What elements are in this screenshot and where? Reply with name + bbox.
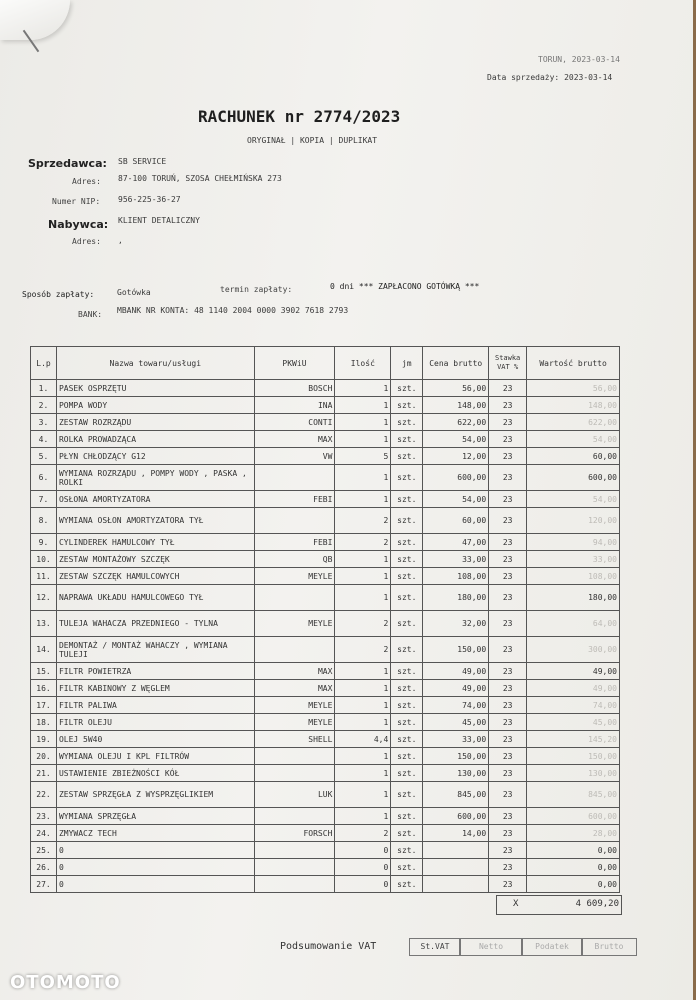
row-unit: szt.: [391, 465, 423, 491]
row-value: 180,00: [527, 585, 620, 611]
table-row: [31, 714, 620, 731]
row-pkwiu: BOSCH: [254, 380, 335, 397]
row-vat: 23: [489, 714, 527, 731]
row-lp: 15.: [31, 663, 57, 680]
row-lp: 27.: [31, 876, 57, 893]
row-pkwiu: MEYLE: [254, 697, 335, 714]
sale-date: 2023-03-14: [564, 73, 613, 82]
row-vat: 23: [489, 842, 527, 859]
buyer-address: ,: [118, 236, 123, 245]
table-row: [31, 380, 620, 397]
row-qty: 0: [335, 876, 391, 893]
row-name: ZESTAW SPRZĘGŁA Z WYSPRZĘGLIKIEM: [56, 782, 254, 808]
row-name: FILTR OLEJU: [56, 714, 254, 731]
header-lp: L.p: [31, 347, 57, 380]
row-name: TULEJA WAHACZA PRZEDNIEGO - TYLNA: [56, 611, 254, 637]
row-price: 108,00: [423, 568, 489, 585]
row-pkwiu: [254, 465, 335, 491]
copy-type: ORYGINAŁ | KOPIA | DUPLIKAT: [247, 136, 378, 145]
row-unit: szt.: [391, 534, 423, 551]
buyer-name: KLIENT DETALICZNY: [118, 216, 200, 225]
row-unit: szt.: [391, 448, 423, 465]
row-unit: szt.: [391, 731, 423, 748]
row-vat: 23: [489, 859, 527, 876]
row-value: 300,00: [527, 637, 620, 663]
row-qty: 2: [335, 534, 391, 551]
row-vat: 23: [489, 680, 527, 697]
buyer-address-label: Adres:: [72, 237, 101, 246]
row-vat: 23: [489, 782, 527, 808]
row-pkwiu: FORSCH: [254, 825, 335, 842]
row-unit: szt.: [391, 431, 423, 448]
row-pkwiu: MAX: [254, 663, 335, 680]
row-name: CYLINDEREK HAMULCOWY TYŁ: [56, 534, 254, 551]
table-row: [31, 808, 620, 825]
row-unit: szt.: [391, 568, 423, 585]
row-vat: 23: [489, 765, 527, 782]
row-price: 150,00: [423, 748, 489, 765]
row-pkwiu: QB: [254, 551, 335, 568]
otomoto-watermark: OTOMOTO: [10, 972, 121, 993]
row-value: 33,00: [527, 551, 620, 568]
table-row: [31, 448, 620, 465]
row-value: 130,00: [527, 765, 620, 782]
row-name: WYMIANA OLEJU I KPL FILTRÓW: [56, 748, 254, 765]
table-row: [31, 782, 620, 808]
row-price: 600,00: [423, 465, 489, 491]
row-name: WYMIANA SPRZĘGŁA: [56, 808, 254, 825]
row-price: 33,00: [423, 731, 489, 748]
row-price: 32,00: [423, 611, 489, 637]
row-qty: 0: [335, 859, 391, 876]
row-pkwiu: MEYLE: [254, 714, 335, 731]
row-value: 600,00: [527, 808, 620, 825]
row-name: USTAWIENIE ZBIEŻNOŚCI KÓŁ: [56, 765, 254, 782]
row-value: 150,00: [527, 748, 620, 765]
sale-date-label: Data sprzedaży:: [487, 73, 560, 82]
table-row: [31, 731, 620, 748]
row-unit: szt.: [391, 825, 423, 842]
row-price: 47,00: [423, 534, 489, 551]
row-unit: szt.: [391, 414, 423, 431]
seller-address: 87-100 TORUŃ, SZOSA CHEŁMIŃSKA 273: [118, 174, 282, 183]
row-value: 148,00: [527, 397, 620, 414]
table-row: [31, 859, 620, 876]
row-price: 130,00: [423, 765, 489, 782]
table-row: [31, 431, 620, 448]
row-unit: szt.: [391, 551, 423, 568]
seller-nip: 956-225-36-27: [118, 195, 181, 204]
row-value: 622,00: [527, 414, 620, 431]
row-pkwiu: CONTI: [254, 414, 335, 431]
row-pkwiu: [254, 637, 335, 663]
place-date: TORUN, 2023-03-14: [538, 55, 620, 64]
row-vat: 23: [489, 508, 527, 534]
row-vat: 23: [489, 585, 527, 611]
row-qty: 1: [335, 397, 391, 414]
row-price: 54,00: [423, 491, 489, 508]
row-price: 180,00: [423, 585, 489, 611]
row-value: 108,00: [527, 568, 620, 585]
row-name: FILTR KABINOWY Z WĘGLEM: [56, 680, 254, 697]
row-price: 148,00: [423, 397, 489, 414]
table-row: [31, 842, 620, 859]
row-value: 0,00: [527, 842, 620, 859]
row-vat: 23: [489, 431, 527, 448]
row-lp: 21.: [31, 765, 57, 782]
row-qty: 1: [335, 585, 391, 611]
row-value: 145,20: [527, 731, 620, 748]
table-row: [31, 680, 620, 697]
items-table: [30, 346, 620, 893]
row-value: 0,00: [527, 876, 620, 893]
seller-label: Sprzedawca:: [28, 157, 107, 170]
row-unit: szt.: [391, 714, 423, 731]
row-price: 49,00: [423, 680, 489, 697]
row-vat: 23: [489, 825, 527, 842]
row-price: 74,00: [423, 697, 489, 714]
row-vat: 23: [489, 534, 527, 551]
row-unit: szt.: [391, 680, 423, 697]
row-value: 45,00: [527, 714, 620, 731]
row-lp: 24.: [31, 825, 57, 842]
row-value: 845,00: [527, 782, 620, 808]
row-pkwiu: [254, 748, 335, 765]
table-row: [31, 748, 620, 765]
row-pkwiu: INA: [254, 397, 335, 414]
row-price: 150,00: [423, 637, 489, 663]
row-qty: 2: [335, 637, 391, 663]
header-unit: jm: [391, 347, 423, 380]
row-unit: szt.: [391, 782, 423, 808]
row-unit: szt.: [391, 808, 423, 825]
row-price: 56,00: [423, 380, 489, 397]
row-unit: szt.: [391, 491, 423, 508]
row-qty: 1: [335, 568, 391, 585]
row-lp: 8.: [31, 508, 57, 534]
row-vat: 23: [489, 748, 527, 765]
row-qty: 0: [335, 842, 391, 859]
row-unit: szt.: [391, 380, 423, 397]
table-row: [31, 611, 620, 637]
row-unit: szt.: [391, 876, 423, 893]
row-lp: 14.: [31, 637, 57, 663]
row-vat: 23: [489, 491, 527, 508]
table-row: [31, 876, 620, 893]
row-unit: szt.: [391, 585, 423, 611]
table-row: [31, 508, 620, 534]
row-lp: 3.: [31, 414, 57, 431]
row-qty: 1: [335, 748, 391, 765]
row-name: FILTR POWIETRZA: [56, 663, 254, 680]
row-price: 33,00: [423, 551, 489, 568]
row-vat: 23: [489, 448, 527, 465]
row-price: [423, 876, 489, 893]
row-pkwiu: [254, 765, 335, 782]
row-name: PŁYN CHŁODZĄCY G12: [56, 448, 254, 465]
row-pkwiu: SHELL: [254, 731, 335, 748]
header-price: Cena brutto: [423, 347, 489, 380]
row-price: [423, 859, 489, 876]
payment-term: 0 dni *** ZAPŁACONO GOTÓWKĄ ***: [330, 282, 480, 291]
total-box: [496, 895, 622, 915]
row-name: ZESTAW SZCZĘK HAMULCOWYCH: [56, 568, 254, 585]
header-vat: Stawka VAT %: [489, 347, 527, 380]
vat-col-tax: Podatek: [521, 938, 583, 956]
row-price: 14,00: [423, 825, 489, 842]
seller-nip-label: Numer NIP:: [52, 197, 101, 206]
row-value: 54,00: [527, 491, 620, 508]
row-name: 0: [56, 876, 254, 893]
row-pkwiu: MEYLE: [254, 568, 335, 585]
row-value: 600,00: [527, 465, 620, 491]
row-lp: 12.: [31, 585, 57, 611]
row-unit: szt.: [391, 765, 423, 782]
row-pkwiu: VW: [254, 448, 335, 465]
bank-account: MBANK NR KONTA: 48 1140 2004 0000 3902 7618 2793: [117, 306, 349, 315]
row-name: ZESTAW MONTAŻOWY SZCZĘK: [56, 551, 254, 568]
row-vat: 23: [489, 808, 527, 825]
table-row: [31, 825, 620, 842]
row-value: 28,00: [527, 825, 620, 842]
row-name: DEMONTAŻ / MONTAŻ WAHACZY , WYMIANA TULEJI: [56, 637, 254, 663]
bank-label: BANK:: [78, 310, 103, 319]
row-pkwiu: MAX: [254, 680, 335, 697]
row-qty: 5: [335, 448, 391, 465]
row-vat: 23: [489, 731, 527, 748]
row-qty: 4,4: [335, 731, 391, 748]
row-lp: 4.: [31, 431, 57, 448]
payment-term-label: termin zapłaty:: [220, 285, 293, 294]
row-value: 49,00: [527, 663, 620, 680]
row-price: 45,00: [423, 714, 489, 731]
table-row: [31, 637, 620, 663]
row-name: OSŁONA AMORTYZATORA: [56, 491, 254, 508]
row-value: 74,00: [527, 697, 620, 714]
row-pkwiu: [254, 808, 335, 825]
table-row: [31, 585, 620, 611]
row-qty: 1: [335, 697, 391, 714]
row-pkwiu: LUK: [254, 782, 335, 808]
row-lp: 23.: [31, 808, 57, 825]
row-pkwiu: [254, 585, 335, 611]
row-lp: 6.: [31, 465, 57, 491]
header-value: Wartość brutto: [527, 347, 620, 380]
seller-address-label: Adres:: [72, 177, 101, 186]
row-vat: 23: [489, 611, 527, 637]
row-unit: szt.: [391, 842, 423, 859]
row-qty: 1: [335, 431, 391, 448]
row-lp: 10.: [31, 551, 57, 568]
row-name: WYMIANA OSŁON AMORTYZATORA TYŁ: [56, 508, 254, 534]
row-unit: szt.: [391, 508, 423, 534]
row-vat: 23: [489, 397, 527, 414]
row-lp: 22.: [31, 782, 57, 808]
row-price: 12,00: [423, 448, 489, 465]
row-qty: 1: [335, 808, 391, 825]
row-lp: 13.: [31, 611, 57, 637]
row-value: 120,00: [527, 508, 620, 534]
row-lp: 19.: [31, 731, 57, 748]
folded-corner: [0, 0, 70, 40]
row-name: POMPA WODY: [56, 397, 254, 414]
row-pkwiu: [254, 859, 335, 876]
payment-method-label: Sposób zapłaty:: [22, 290, 95, 299]
total-mark: X: [513, 899, 519, 909]
row-lp: 16.: [31, 680, 57, 697]
row-vat: 23: [489, 663, 527, 680]
table-row: [31, 663, 620, 680]
row-name: OLEJ 5W40: [56, 731, 254, 748]
row-unit: szt.: [391, 611, 423, 637]
vat-col-rate: St.VAT: [409, 938, 461, 956]
row-value: 56,00: [527, 380, 620, 397]
row-pkwiu: [254, 508, 335, 534]
row-vat: 23: [489, 876, 527, 893]
row-name: FILTR PALIWA: [56, 697, 254, 714]
row-lp: 18.: [31, 714, 57, 731]
row-qty: 1: [335, 663, 391, 680]
table-row: [31, 414, 620, 431]
table-row: [31, 465, 620, 491]
row-name: ZESTAW ROZRZĄDU: [56, 414, 254, 431]
row-lp: 2.: [31, 397, 57, 414]
table-header-row: [31, 347, 620, 380]
payment-method: Gotówka: [117, 288, 151, 297]
row-pkwiu: FEBI: [254, 491, 335, 508]
row-lp: 20.: [31, 748, 57, 765]
table-row: [31, 491, 620, 508]
row-pkwiu: MEYLE: [254, 611, 335, 637]
row-qty: 1: [335, 680, 391, 697]
row-price: 54,00: [423, 431, 489, 448]
row-unit: szt.: [391, 637, 423, 663]
row-unit: szt.: [391, 397, 423, 414]
row-unit: szt.: [391, 859, 423, 876]
row-price: 60,00: [423, 508, 489, 534]
row-name: ZMYWACZ TECH: [56, 825, 254, 842]
row-pkwiu: [254, 876, 335, 893]
row-lp: 26.: [31, 859, 57, 876]
total-value: 4 609,20: [575, 899, 619, 909]
row-qty: 1: [335, 465, 391, 491]
row-vat: 23: [489, 568, 527, 585]
vat-summary-label: Podsumowanie VAT: [280, 941, 377, 952]
row-value: 64,00: [527, 611, 620, 637]
row-qty: 1: [335, 414, 391, 431]
table-row: [31, 765, 620, 782]
row-qty: 2: [335, 825, 391, 842]
header-name: Nazwa towaru/usługi: [56, 347, 254, 380]
row-vat: 23: [489, 697, 527, 714]
row-unit: szt.: [391, 663, 423, 680]
row-unit: szt.: [391, 748, 423, 765]
row-qty: 1: [335, 765, 391, 782]
row-qty: 2: [335, 508, 391, 534]
row-lp: 25.: [31, 842, 57, 859]
row-pkwiu: MAX: [254, 431, 335, 448]
row-price: [423, 842, 489, 859]
row-qty: 2: [335, 611, 391, 637]
row-lp: 11.: [31, 568, 57, 585]
row-qty: 1: [335, 714, 391, 731]
row-qty: 1: [335, 782, 391, 808]
row-unit: szt.: [391, 697, 423, 714]
row-lp: 1.: [31, 380, 57, 397]
row-name: WYMIANA ROZRZĄDU , POMPY WODY , PASKA , ROLKI: [56, 465, 254, 491]
table-row: [31, 534, 620, 551]
row-price: 622,00: [423, 414, 489, 431]
row-value: 54,00: [527, 431, 620, 448]
row-lp: 9.: [31, 534, 57, 551]
header-qty: Ilość: [335, 347, 391, 380]
row-name: PASEK OSPRZĘTU: [56, 380, 254, 397]
row-value: 49,00: [527, 680, 620, 697]
header-pkwiu: PKWiU: [254, 347, 335, 380]
table-row: [31, 568, 620, 585]
row-vat: 23: [489, 637, 527, 663]
seller-name: SB SERVICE: [118, 157, 167, 166]
row-price: 600,00: [423, 808, 489, 825]
row-name: 0: [56, 859, 254, 876]
row-price: 845,00: [423, 782, 489, 808]
row-value: 94,00: [527, 534, 620, 551]
row-lp: 5.: [31, 448, 57, 465]
row-vat: 23: [489, 414, 527, 431]
row-lp: 7.: [31, 491, 57, 508]
row-pkwiu: [254, 842, 335, 859]
row-qty: 1: [335, 380, 391, 397]
table-row: [31, 551, 620, 568]
row-vat: 23: [489, 465, 527, 491]
row-lp: 17.: [31, 697, 57, 714]
row-qty: 1: [335, 491, 391, 508]
buyer-label: Nabywca:: [48, 218, 109, 231]
row-vat: 23: [489, 551, 527, 568]
row-vat: 23: [489, 380, 527, 397]
sale-date-line: [487, 73, 612, 82]
row-pkwiu: FEBI: [254, 534, 335, 551]
row-qty: 1: [335, 551, 391, 568]
row-name: NAPRAWA UKŁADU HAMULCOWEGO TYŁ: [56, 585, 254, 611]
row-name: 0: [56, 842, 254, 859]
vat-col-gross: Brutto: [581, 938, 637, 956]
row-value: 0,00: [527, 859, 620, 876]
vat-col-net: Netto: [459, 938, 523, 956]
invoice-title: RACHUNEK nr 2774/2023: [198, 107, 401, 126]
row-price: 49,00: [423, 663, 489, 680]
table-row: [31, 697, 620, 714]
table-row: [31, 397, 620, 414]
row-value: 60,00: [527, 448, 620, 465]
row-name: ROLKA PROWADZĄCA: [56, 431, 254, 448]
